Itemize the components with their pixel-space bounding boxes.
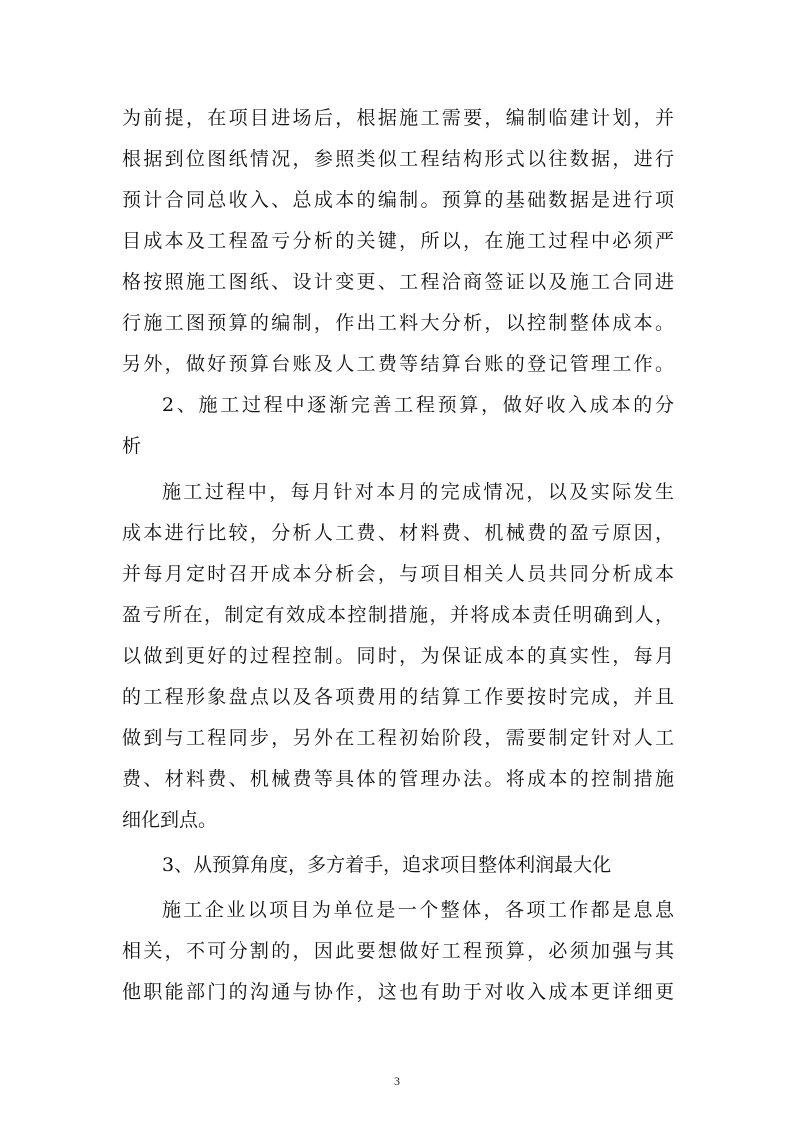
page-number: 3 xyxy=(394,1074,400,1088)
section-heading: 3、从预算角度，多方着手，追求项目整体利润最大化 xyxy=(162,854,612,876)
text-line: 相关，不可分割的，因此要想做好工程预算，必须加强与其 xyxy=(122,940,674,962)
text-line: 行施工图预算的编制，作出工料大分析，以控制整体成本。 xyxy=(122,312,674,334)
text-line: 他职能部门的沟通与协作，这也有助于对收入成本更详细更 xyxy=(122,981,674,1003)
section-heading: 2、施工过程中逐渐完善工程预算，做好收入成本的分 xyxy=(162,394,674,416)
text-line: 以做到更好的过程控制。同时，为保证成本的真实性，每月 xyxy=(122,645,674,667)
text-line: 的工程形象盘点以及各项费用的结算工作要按时完成，并且 xyxy=(122,686,674,708)
text-line: 目成本及工程盈亏分析的关键，所以，在施工过程中必须严 xyxy=(122,230,674,252)
text-line: 施工企业以项目为单位是一个整体，各项工作都是息息 xyxy=(162,899,674,921)
text-line: 费、材料费、机械费等具体的管理办法。将成本的控制措施 xyxy=(122,768,674,790)
text-line: 做到与工程同步，另外在工程初始阶段，需要制定针对人工 xyxy=(122,727,674,749)
section-heading: 析 xyxy=(122,435,142,457)
text-line: 格按照施工图纸、设计变更、工程洽商签证以及施工合同进 xyxy=(122,271,674,293)
text-line: 预计合同总收入、总成本的编制。预算的基础数据是进行项 xyxy=(122,189,674,211)
text-line: 细化到点。 xyxy=(122,809,218,831)
text-line: 盈亏所在，制定有效成本控制措施，并将成本责任明确到人， xyxy=(122,604,674,626)
text-line: 成本进行比较，分析人工费、材料费、机械费的盈亏原因， xyxy=(122,522,674,544)
text-line: 并每月定时召开成本分析会，与项目相关人员共同分析成本 xyxy=(122,563,674,585)
text-line: 根据到位图纸情况，参照类似工程结构形式以往数据，进行 xyxy=(122,148,674,170)
text-line: 另外，做好预算台账及人工费等结算台账的登记管理工作。 xyxy=(122,353,674,375)
text-line: 为前提，在项目进场后，根据施工需要，编制临建计划，并 xyxy=(122,107,674,129)
text-line: 施工过程中，每月针对本月的完成情况，以及实际发生 xyxy=(162,481,674,503)
